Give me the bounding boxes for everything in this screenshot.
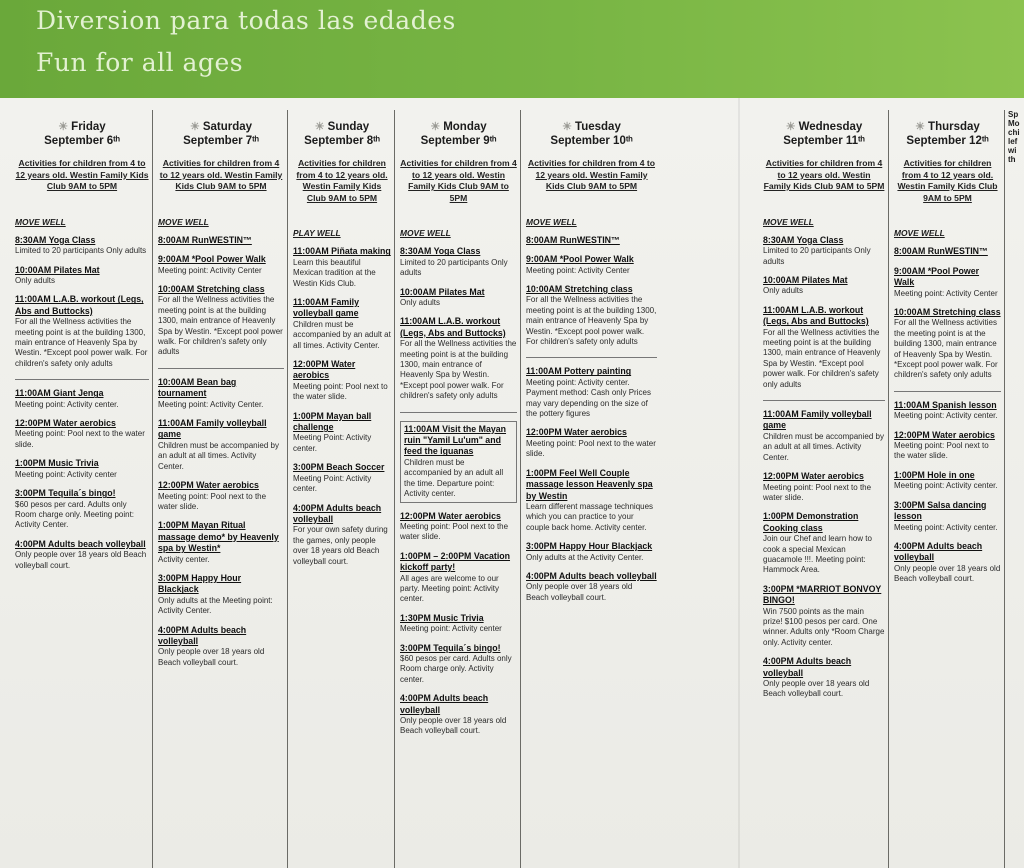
event-item bbox=[526, 571, 657, 603]
day-column-saturday bbox=[152, 110, 287, 868]
day-date: September 10ᵗʰ bbox=[550, 135, 633, 147]
day-column-monday bbox=[394, 110, 520, 868]
event-item bbox=[526, 235, 657, 246]
event-description: Join our Chef and learn how to cook a special Mexican guacamole !!!. Meeting point: Hammock Area. bbox=[763, 534, 872, 575]
day-header bbox=[763, 120, 885, 148]
event-item bbox=[400, 421, 517, 503]
event-description: Only adults bbox=[15, 276, 56, 285]
kids-club-note: Activities for children from 4 to 12 years old. Westin Family Kids Club 9AM to 5PM bbox=[159, 158, 283, 192]
section-heading: MOVE WELL bbox=[763, 216, 814, 227]
event-title: 12:00PM Water aerobics bbox=[15, 418, 116, 429]
event-item bbox=[15, 265, 149, 287]
event-item bbox=[526, 468, 657, 533]
kids-club-note: Activities for children from 4 to 12 years old. Westin Family Kids Club 9AM to 5PM bbox=[527, 158, 656, 192]
event-description: Meeting point: Activity Center bbox=[894, 288, 998, 298]
event-item bbox=[15, 488, 149, 531]
event-title: 11:00AM Family volleyball game bbox=[158, 418, 267, 440]
event-description: Meeting point: Activity center. bbox=[15, 399, 119, 409]
event-title: 12:00PM Water aerobics bbox=[400, 510, 501, 521]
event-title: 1:00PM Demonstration Cooking class bbox=[763, 511, 859, 533]
event-description: For all the Wellness activities the meeting point is at the building 1300, main entrance of Heavenly Spa by Westin. *Except pool power walk. For children's safety only adults bbox=[763, 327, 881, 389]
event-description: Meeting point: Activity Center bbox=[526, 265, 630, 275]
event-item bbox=[894, 541, 1001, 585]
day-name: Tuesday bbox=[575, 121, 621, 133]
event-item bbox=[894, 307, 1001, 381]
event-item bbox=[15, 539, 149, 571]
event-item bbox=[158, 284, 284, 358]
event-description: Meeting point: Activity center. bbox=[894, 481, 998, 491]
event-title: 12:00PM Water aerobics bbox=[526, 427, 627, 438]
event-item bbox=[293, 359, 391, 403]
event-description: Only adults bbox=[763, 286, 804, 296]
event-title: 3:00PM Salsa dancing lesson bbox=[894, 499, 987, 522]
sun-icon: ☀ bbox=[430, 121, 441, 133]
event-description: Only adults bbox=[400, 298, 441, 307]
event-description: Only people over 18 years old Beach volleyball court. bbox=[15, 550, 147, 570]
event-item bbox=[400, 693, 517, 737]
event-title: 8:00AM RunWESTIN™ bbox=[894, 246, 988, 257]
event-description: For all the Wellness activities the meeting point is at the building 1300, main entrance of Heavenly Spa by Westin. *Except pool power walk. For children's safety only adults bbox=[526, 295, 657, 347]
day-header bbox=[400, 120, 517, 148]
day-date: September 7ᵗʰ bbox=[183, 135, 259, 147]
event-description: Only adults at the Meeting point: Activity Center. bbox=[158, 595, 273, 616]
event-description: Meeting Point: Activity center. bbox=[293, 433, 372, 453]
event-item bbox=[293, 297, 391, 351]
event-title: 8:00AM RunWESTIN™ bbox=[158, 234, 252, 245]
kids-club-note: Activities for children from 4 to 12 years old. Westin Family Kids Club 9AM to 5PM bbox=[400, 158, 517, 203]
event-title: 1:00PM – 2:00PM Vacation kickoff party! bbox=[400, 550, 511, 573]
event-item bbox=[15, 294, 149, 369]
event-description: Learn different massage techniques which you can practice to your couple back home. Activity center. bbox=[526, 501, 654, 532]
partial-column-text: Sp Mo chi lef wi th bbox=[1008, 110, 1020, 164]
event-title: 11:00AM Spanish lesson bbox=[894, 399, 997, 410]
event-description: Meeting point: Activity center. bbox=[894, 522, 998, 532]
event-item bbox=[158, 377, 284, 410]
event-title: 3:00PM Beach Soccer bbox=[293, 462, 385, 473]
event-description: Win 7500 points as the main prize! $100 pesos per card. One winner. Adults only *Room Charge only. Activity center. bbox=[763, 606, 885, 647]
event-item bbox=[158, 418, 284, 472]
sun-icon: ☀ bbox=[785, 121, 796, 133]
event-title: 8:30AM Yoga Class bbox=[763, 234, 844, 245]
day-column-wednesday bbox=[758, 110, 888, 868]
day-date: September 6ᵗʰ bbox=[44, 135, 120, 147]
event-title: 3:00PM Tequila´s bingo! bbox=[400, 642, 501, 653]
event-description: Limited to 20 participants Only adults bbox=[763, 246, 871, 266]
event-description: Limited to 20 participants Only adults bbox=[400, 257, 508, 278]
event-title: 11:00AM Piñata making bbox=[293, 246, 391, 257]
paper-fold bbox=[738, 98, 740, 868]
event-description: Children must be accompanied by an adult all the time. Departure point: Activity center. bbox=[404, 457, 504, 499]
event-item bbox=[400, 246, 517, 278]
event-item bbox=[293, 246, 391, 289]
event-item bbox=[15, 235, 149, 257]
day-column-tuesday bbox=[520, 110, 660, 868]
event-title: 4:00PM Adults beach volleyball bbox=[293, 502, 382, 524]
event-item bbox=[158, 480, 284, 512]
event-title: 10:00AM Bean bag tournament bbox=[158, 376, 237, 399]
kids-club-note: Activities for children from 4 to 12 years old. Westin Family Kids Club 9AM to 5PM bbox=[15, 158, 149, 192]
event-item bbox=[158, 235, 284, 246]
event-item bbox=[526, 541, 657, 563]
sun-icon: ☀ bbox=[314, 121, 325, 133]
day-date: September 8ᵗʰ bbox=[304, 135, 380, 147]
event-item bbox=[526, 284, 657, 347]
day-header bbox=[15, 120, 149, 148]
event-title: 10:00AM Stretching class bbox=[526, 284, 633, 294]
event-title: 8:30AM Yoga Class bbox=[15, 234, 96, 245]
event-item bbox=[763, 471, 885, 503]
event-description: Meeting point: Activity center. Payment method: Cash only Prices may vary depending on the size of the pottery figures bbox=[526, 377, 651, 419]
event-description: Only people over 18 years old Beach volleyball court. bbox=[894, 563, 1001, 584]
event-title: 1:00PM Mayan ball challenge bbox=[293, 410, 372, 433]
event-title: 1:30PM Music Trivia bbox=[400, 612, 484, 623]
event-item bbox=[15, 388, 149, 410]
event-item bbox=[763, 584, 885, 648]
event-description: Only adults at the Activity Center. bbox=[526, 552, 644, 562]
event-item bbox=[763, 235, 885, 267]
event-description: For all the Wellness activities the meeting point is at the building 1300, main entrance of Heavenly Spa by Westin. *Except pool power walk. For children's safety only adults bbox=[158, 295, 283, 357]
event-item bbox=[894, 500, 1001, 533]
event-title: 10:00AM Stretching class bbox=[894, 307, 1001, 317]
event-title: 4:00PM Adults beach volleyball bbox=[763, 656, 852, 678]
event-item bbox=[293, 503, 391, 567]
section-divider bbox=[763, 400, 885, 401]
event-title: 9:00AM *Pool Power Walk bbox=[894, 265, 980, 288]
event-description: $60 pesos per card. Adults only Room charge only. Activity center. bbox=[400, 653, 512, 684]
event-item bbox=[15, 418, 149, 450]
event-description: Meeting point: Activity center. bbox=[894, 411, 998, 421]
event-item bbox=[400, 643, 517, 686]
event-title: 12:00PM Water aerobics bbox=[894, 429, 995, 440]
event-item bbox=[526, 254, 657, 276]
event-item bbox=[894, 430, 1001, 462]
event-description: Activity center. bbox=[158, 554, 210, 564]
event-title: 4:00PM Adults beach volleyball bbox=[526, 570, 657, 581]
event-description: Meeting point: Pool next to the water slide. bbox=[763, 482, 872, 502]
event-description: Meeting point: Activity Center bbox=[158, 265, 262, 275]
event-title: 11:00AM L.A.B. workout (Legs, Abs and Buttocks) bbox=[15, 294, 144, 316]
event-title: 11:00AM Giant Jenga bbox=[15, 388, 104, 399]
event-title: 11:00AM L.A.B. workout (Legs, Abs and Buttocks) bbox=[400, 316, 506, 338]
event-title: 12:00PM Water aerobics bbox=[293, 359, 356, 381]
section-heading: MOVE WELL bbox=[894, 228, 945, 239]
event-title: 1:00PM Music Trivia bbox=[15, 458, 99, 469]
event-item bbox=[763, 275, 885, 297]
day-column-sunday bbox=[287, 110, 394, 868]
event-description: $60 pesos per card. Adults only Room charge only. Meeting point: Activity Center. bbox=[15, 499, 135, 530]
event-item bbox=[158, 573, 284, 617]
event-description: Only people over 18 years old Beach volleyball court. bbox=[526, 582, 633, 602]
event-item bbox=[158, 254, 284, 276]
sun-icon: ☀ bbox=[189, 121, 200, 133]
sun-icon: ☀ bbox=[562, 121, 573, 133]
day-header bbox=[293, 120, 391, 148]
event-item bbox=[763, 305, 885, 390]
section-divider bbox=[15, 379, 149, 380]
event-description: Meeting point: Activity center bbox=[400, 624, 502, 634]
day-name: Wednesday bbox=[798, 121, 863, 133]
event-item bbox=[763, 511, 885, 575]
event-title: 10:00AM Pilates Mat bbox=[15, 264, 100, 275]
event-title: 9:00AM *Pool Power Walk bbox=[526, 254, 634, 265]
event-item bbox=[763, 409, 885, 463]
event-item bbox=[894, 266, 1001, 299]
section-heading: PLAY WELL bbox=[293, 228, 341, 239]
event-title: 3:00PM Happy Hour Blackjack bbox=[526, 541, 653, 552]
day-name: Monday bbox=[443, 121, 487, 133]
event-item bbox=[894, 470, 1001, 492]
event-description: Meeting point: Pool next to the water slide. bbox=[15, 429, 145, 449]
event-description: Meeting point: Pool next to the water slide. bbox=[894, 441, 989, 461]
section-divider bbox=[400, 412, 517, 413]
event-title: 3:00PM *MARRIOT BONVOY BINGO! bbox=[763, 583, 882, 606]
day-column-friday bbox=[10, 110, 152, 868]
event-description: Learn this beautiful Mexican tradition at the Westin Kids Club. bbox=[293, 257, 376, 288]
header-banner bbox=[0, 0, 1024, 100]
event-title: 10:00AM Stretching class bbox=[158, 284, 265, 294]
event-description: Children must be accompanied by an adult at all times. Activity Center. bbox=[293, 319, 391, 350]
event-title: 11:00AM L.A.B. workout (Legs, Abs and Buttocks) bbox=[763, 304, 869, 327]
event-description: For all the Wellness activities the meeting point is at the building 1300, main entrance of Heavenly Spa by Westin. *Except pool power walk. For children's safety only adults bbox=[15, 317, 148, 368]
event-description: Children must be accompanied by an adult at all times. Activity Center. bbox=[158, 440, 279, 471]
event-description: Meeting point: Pool next to the water slide. bbox=[158, 491, 267, 511]
event-item bbox=[158, 520, 284, 565]
event-title: 4:00PM Adults beach volleyball bbox=[158, 624, 247, 646]
event-description: Meeting point: Pool next to the water slide. bbox=[293, 381, 388, 402]
event-item bbox=[526, 427, 657, 459]
event-title: 8:30AM Yoga Class bbox=[400, 246, 481, 257]
event-item bbox=[400, 551, 517, 605]
section-divider bbox=[158, 368, 284, 369]
event-title: 11:00AM Pottery painting bbox=[526, 366, 632, 377]
kids-club-note: Activities for children from 4 to 12 years old. Westin Family Kids Club 9AM to 5PM bbox=[897, 158, 998, 203]
event-item bbox=[400, 511, 517, 543]
event-item bbox=[293, 411, 391, 455]
day-date: September 9ᵗʰ bbox=[420, 135, 497, 147]
event-item bbox=[293, 462, 391, 494]
event-description: For all the Wellness activities the meeting point is at the building 1300, main entrance of Heavenly Spa by Westin. *Except pool power walk. For children's safety only adults bbox=[894, 318, 998, 380]
section-heading: MOVE WELL bbox=[158, 216, 209, 227]
event-description: Children must be accompanied by an adult at all times. Activity Center. bbox=[763, 431, 884, 462]
event-item bbox=[400, 287, 517, 309]
event-description: Meeting point: Activity Center. bbox=[158, 399, 264, 409]
day-date: September 11ᵗʰ bbox=[783, 135, 865, 147]
event-item bbox=[400, 316, 517, 401]
event-description: Meeting point: Pool next to the water slide. bbox=[400, 521, 509, 542]
event-item bbox=[15, 458, 149, 480]
event-title: 4:00PM Adults beach volleyball bbox=[15, 538, 146, 549]
event-title: 12:00PM Water aerobics bbox=[763, 471, 864, 482]
partial-next-day-column bbox=[1004, 110, 1024, 868]
event-item bbox=[526, 366, 657, 419]
event-description: Meeting point: Activity center bbox=[15, 469, 117, 479]
section-heading: MOVE WELL bbox=[15, 216, 66, 227]
event-title: 3:00PM Happy Hour Blackjack bbox=[158, 572, 242, 595]
day-name: Sunday bbox=[327, 121, 370, 133]
event-title: 11:00AM Family volleyball game bbox=[763, 409, 872, 431]
event-title: 1:00PM Mayan Ritual massage demo* by Heavenly spa by Westin* bbox=[158, 520, 279, 554]
banner-title-spanish: Diversion para todas las edades bbox=[36, 6, 456, 35]
event-title: 1:00PM Hole in one bbox=[894, 469, 975, 480]
event-description: All ages are welcome to our party. Meeting point: Activity center. bbox=[400, 573, 500, 604]
section-divider bbox=[526, 357, 657, 358]
event-title: 8:00AM RunWESTIN™ bbox=[526, 234, 620, 245]
event-title: 4:00PM Adults beach volleyball bbox=[400, 693, 489, 715]
day-name: Friday bbox=[71, 121, 106, 133]
event-title: 11:00AM Visit the Mayan ruin "Yamil Lu'um" and feed the iguanas bbox=[404, 423, 507, 457]
day-date: September 12ᵗʰ bbox=[906, 135, 989, 147]
event-title: 11:00AM Family volleyball game bbox=[293, 297, 360, 319]
event-title: 12:00PM Water aerobics bbox=[158, 480, 259, 491]
event-description: Only people over 18 years old Beach volleyball court. bbox=[158, 647, 265, 667]
section-heading: MOVE WELL bbox=[526, 216, 577, 227]
event-item bbox=[894, 400, 1001, 422]
event-title: 10:00AM Pilates Mat bbox=[400, 286, 485, 297]
event-item bbox=[894, 246, 1001, 257]
event-description: Only people over 18 years old Beach volleyball court. bbox=[763, 679, 870, 699]
day-name: Thursday bbox=[928, 121, 980, 133]
event-item bbox=[400, 613, 517, 635]
event-title: 9:00AM *Pool Power Walk bbox=[158, 254, 266, 265]
event-description: Only people over 18 years old Beach volleyball court. bbox=[400, 716, 507, 736]
event-title: 1:00PM Feel Well Couple massage lesson Heavenly spa by Westin bbox=[526, 467, 653, 501]
kids-club-note: Activities for children from 4 to 12 years old. Westin Family Kids Club 9AM to 5PM bbox=[763, 158, 885, 192]
event-description: Limited to 20 participants Only adults bbox=[15, 246, 147, 256]
event-title: 4:00PM Adults beach volleyball bbox=[894, 540, 983, 563]
event-title: 10:00AM Pilates Mat bbox=[763, 275, 848, 285]
event-item bbox=[158, 625, 284, 669]
sun-icon: ☀ bbox=[58, 121, 69, 133]
event-item bbox=[763, 656, 885, 700]
event-description: For your own safety during the games, only people over 18 years old Beach volleyball court. bbox=[293, 525, 388, 566]
sun-icon: ☀ bbox=[915, 121, 926, 133]
day-column-thursday bbox=[888, 110, 1004, 868]
event-description: Meeting Point: Activity center. bbox=[293, 473, 372, 494]
section-heading: MOVE WELL bbox=[400, 228, 451, 239]
section-divider bbox=[894, 391, 1001, 392]
kids-club-note: Activities for children from 4 to 12 years old. Westin Family Kids Club 9AM to 5PM bbox=[296, 158, 388, 203]
day-header bbox=[526, 120, 657, 148]
day-header bbox=[158, 120, 284, 148]
event-title: 3:00PM Tequila´s bingo! bbox=[15, 488, 116, 499]
day-header bbox=[894, 120, 1001, 148]
event-description: Meeting point: Pool next to the water slide. bbox=[526, 438, 656, 459]
banner-title-english: Fun for all ages bbox=[36, 48, 244, 77]
event-description: For all the Wellness activities the meeting point is at the building 1300, main entrance of Heavenly Spa by Westin. *Except pool power walk. For children's safety only adults bbox=[400, 339, 517, 401]
day-name: Saturday bbox=[202, 121, 253, 133]
